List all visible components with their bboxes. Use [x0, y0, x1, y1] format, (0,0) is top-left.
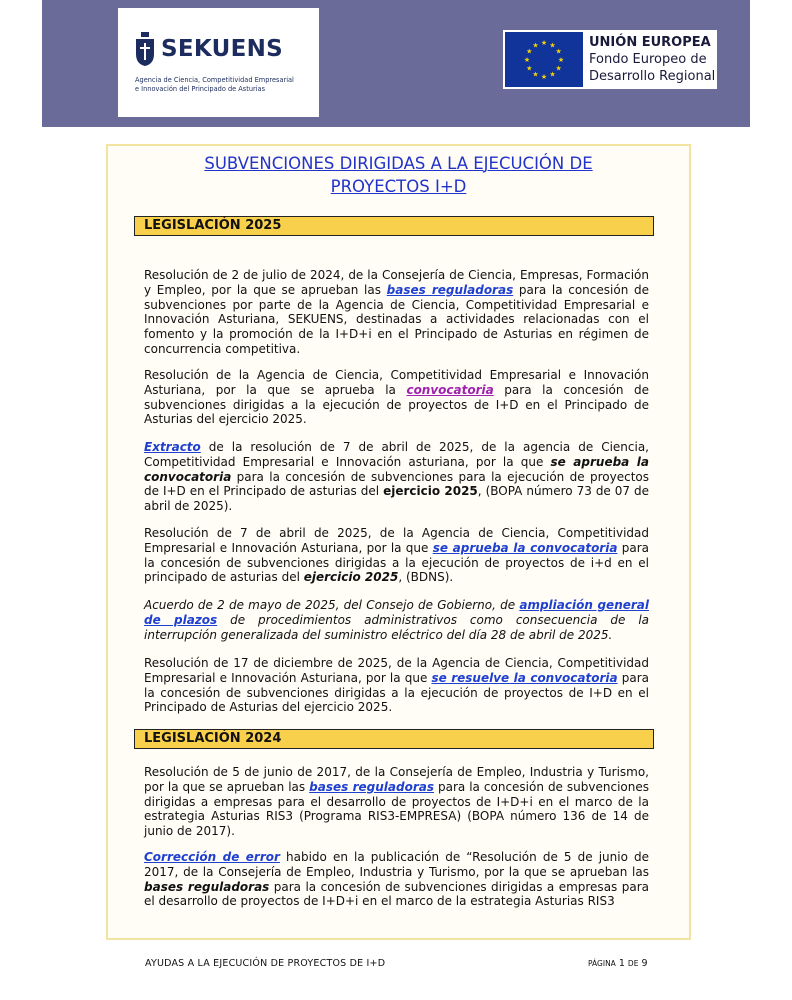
- paragraph-convocatoria-bdns: Resolución de 7 de abril de 2025, de la Agencia de Ciencia, Competitividad Empresarial e Innovación Asturiana, por la que se aprueba la convocatoria para la concesión de subvenciones dirigidas a la ejecución de proyectos de i+d en el principado de asturias del ejercicio 2025, (BDNS).: [144, 526, 650, 585]
- eu-flag-icon: [505, 32, 583, 87]
- extracto-link[interactable]: Extracto: [144, 440, 201, 454]
- sekuens-logo: [118, 8, 319, 117]
- paragraph-correccion-error: Corrección de error habido en la publicación de “Resolución de 5 de junio de 2017, de la Consejería de Empleo, Industria y Turismo, por la que se aprueban las bases reguladoras para la concesión de subvenciones dirigidas a empresas para el desarrollo de proyectos de I+D+i en el marco de la estrategia Asturias RIS3: [144, 850, 650, 909]
- paragraph-bases-2024: Resolución de 2 de julio de 2024, de la Consejería de Ciencia, Empresas, Formación y Empleo, por la que se aprueban las bases reguladoras para la concesión de subvenciones por parte de la Agencia de Ciencia, Competitividad Empresarial e Innovación Asturiana, SEKUENS, destinadas a actividades relacionadas con el fomento y la promoción de la I+D+i en el Principado de Asturias en régimen de concurrencia competitiva.: [144, 268, 649, 356]
- convocatoria-link[interactable]: convocatoria: [406, 382, 494, 397]
- eu-star-icon: ★: [555, 64, 562, 73]
- eu-feder-logo: [503, 30, 717, 89]
- asturias-crest-icon: [134, 32, 156, 66]
- eu-star-icon: ★: [555, 47, 562, 56]
- bases-reguladoras-2017-link[interactable]: bases reguladoras: [309, 779, 434, 794]
- section-heading-2024: LEGISLACIÓN 2024: [134, 729, 654, 749]
- paragraph-ampliacion-plazos: Acuerdo de 2 de mayo de 2025, del Consejo de Gobierno, de ampliación general de plazos de procedimientos administrativos como consecuencia de la interrupción generalizada del suministro eléctrico del día 28 de abril de 2025.: [144, 598, 650, 642]
- paragraph-convocatoria-2025: Resolución de la Agencia de Ciencia, Competitividad Empresarial e Innovación Asturiana, por la que se aprueba la convocatoria para la concesión de subvenciones dirigidas a la ejecución de proyectos de I+D en el Principado de Asturias del ejercicio 2025.: [144, 368, 649, 427]
- ampliacion-plazos-link[interactable]: ampliación general de plazos: [144, 598, 650, 627]
- footer-title: AYUDAS A LA EJECUCIÓN DE PROYECTOS DE I+D: [145, 958, 386, 969]
- eu-star-icon: ★: [526, 47, 533, 56]
- bases-reguladoras-link[interactable]: bases reguladoras: [386, 282, 514, 297]
- correccion-error-link[interactable]: Corrección de error: [144, 850, 280, 864]
- eu-star-icon: ★: [549, 41, 556, 50]
- eu-star-icon: ★: [549, 70, 556, 79]
- aprueba-convocatoria-link[interactable]: se aprueba la convocatoria: [432, 540, 618, 555]
- paragraph-bases-2017: Resolución de 5 de junio de 2017, de la Consejería de Empleo, Industria y Turismo, por la que se aprueban las bases reguladoras para la concesión de subvenciones dirigidas a empresas para el desarrollo de proyectos de I+D+i en el marco de la estrategia Asturias RIS3 (Programa RIS3-EMPRESA) (BOPA número 136 de 14 de junio de 2017).: [144, 765, 650, 839]
- eu-feder-text: UNIÓN EUROPEA Fondo Europeo de Desarrollo Regional: [589, 35, 716, 84]
- eu-star-icon: ★: [557, 56, 565, 64]
- sekuens-tagline: Agencia de Ciencia, Competitividad Empresarial e Innovación del Principado de Asturias: [135, 76, 294, 93]
- page-number: PÁGINA 1 DE 9: [588, 958, 648, 969]
- eu-star-icon: ★: [540, 39, 548, 47]
- sekuens-wordmark: SEKUENS: [161, 36, 283, 62]
- page-title: SUBVENCIONES DIRIGIDAS A LA EJECUCIÓN DE PROYECTOS I+D: [204, 154, 593, 196]
- eu-star-icon: ★: [532, 41, 539, 50]
- eu-star-icon: ★: [532, 70, 539, 79]
- resuelve-convocatoria-link[interactable]: se resuelve la convocatoria: [431, 670, 618, 685]
- paragraph-extracto: Extracto de la resolución de 7 de abril de 2025, de la agencia de Ciencia, Competitividad Empresarial e Innovación asturiana, por la que se aprueba la convocatoria para la concesión de subvenciones para la ejecución de proyectos de I+D en el Principado de asturias del ejercicio 2025, (BOPA número 73 de 07 de abril de 2025).: [144, 440, 649, 514]
- section-heading-2025: LEGISLACIÓN 2025: [134, 216, 654, 236]
- eu-star-icon: ★: [523, 56, 531, 64]
- eu-star-icon: ★: [540, 73, 548, 81]
- paragraph-resolucion-2025: Resolución de 17 de diciembre de 2025, de la Agencia de Ciencia, Competitividad Empresarial e Innovación Asturiana, por la que se resuelve la convocatoria para la concesión de subvenciones dirigidas a la ejecución de proyectos de I+D en el Principado de Asturias del ejercicio 2025.: [144, 656, 649, 715]
- eu-star-icon: ★: [526, 64, 533, 73]
